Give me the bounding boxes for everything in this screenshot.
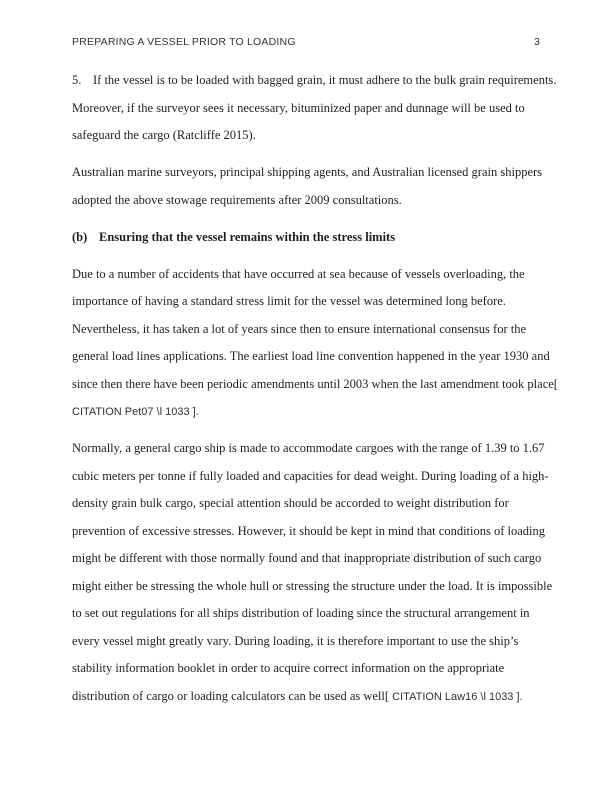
page-number: 3 — [533, 36, 540, 48]
text-line: to set out regulations for all ships distribution of loading since the structural arrangement in — [72, 606, 530, 620]
text-line: prevention of excessive stresses. However, it should be kept in mind that conditions of loading — [72, 523, 546, 538]
page-header — [72, 36, 540, 48]
text-line — [72, 67, 557, 95]
text-line: adopted the above stowage requirements after 2009 consultations. — [72, 192, 402, 207]
text-line: since then there have been periodic amendments until 2003 when the last amendment took place[ — [72, 376, 558, 391]
heading-line — [72, 224, 540, 252]
text-line: general load lines applications. The earliest load line convention happened in the year 1930 and — [72, 349, 550, 363]
text-line: might either be stressing the whole hull or stressing the structure under the load. It is impossible — [72, 578, 553, 593]
paragraph — [72, 159, 543, 214]
text-line: importance of having a standard stress limit for the vessel was determined long before. — [72, 294, 506, 308]
text-line: cubic meters per tonne if fully loaded and capacities for dead weight. During loading of a high- — [72, 468, 549, 483]
text-line: Moreover, if the surveyor sees it necessary, bituminized paper and dunnage will be used to — [72, 100, 525, 115]
citation-field: CITATION Law16 \l 1033 ]. — [392, 690, 523, 703]
text-line: Due to a number of accidents that have occurred at sea because of vessels overloading, the — [72, 266, 525, 281]
list-number: 5. — [72, 73, 82, 87]
text-line: density grain bulk cargo, special attention should be accorded to weight distribution for — [72, 496, 509, 510]
text-line: Normally, a general cargo ship is made to accommodate cargoes with the range of 1.39 to 1.67 — [72, 441, 545, 455]
text-line — [72, 683, 540, 711]
document-body — [72, 67, 558, 720]
numbered-list-item-5 — [72, 67, 557, 150]
running-head-title: PREPARING A VESSEL PRIOR TO LOADING — [72, 36, 296, 48]
text-line: stability information booklet in order to acquire correct information on the appropriate — [72, 661, 505, 675]
text-line: might be different with those normally found and that inappropriate distribution of such cargo — [72, 551, 542, 565]
text-line-content: distribution of cargo or loading calculators can be used as well[ — [72, 688, 393, 703]
heading-text: Ensuring that the vessel remains within the stress limits — [99, 229, 396, 244]
section-heading-b — [72, 224, 540, 252]
paragraph — [72, 435, 553, 710]
text-line-content: If the vessel is to be loaded with bagged grain, it must adhere to the bulk grain requirements. — [93, 73, 557, 87]
text-line — [72, 398, 540, 426]
text-line: safeguard the cargo (Ratcliffe 2015). — [72, 128, 256, 142]
text-line: Australian marine surveyors, principal shipping agents, and Australian licensed grain shippers — [72, 165, 543, 179]
citation-field: CITATION Pet07 \l 1033 ]. — [72, 406, 199, 418]
text-line: every vessel might greatly vary. During loading, it is therefore important to use the ship’s — [72, 633, 519, 648]
text-line: Nevertheless, it has taken a lot of years since then to ensure international consensus for the — [72, 321, 527, 336]
paragraph — [72, 261, 558, 426]
heading-letter: (b) — [72, 229, 88, 244]
